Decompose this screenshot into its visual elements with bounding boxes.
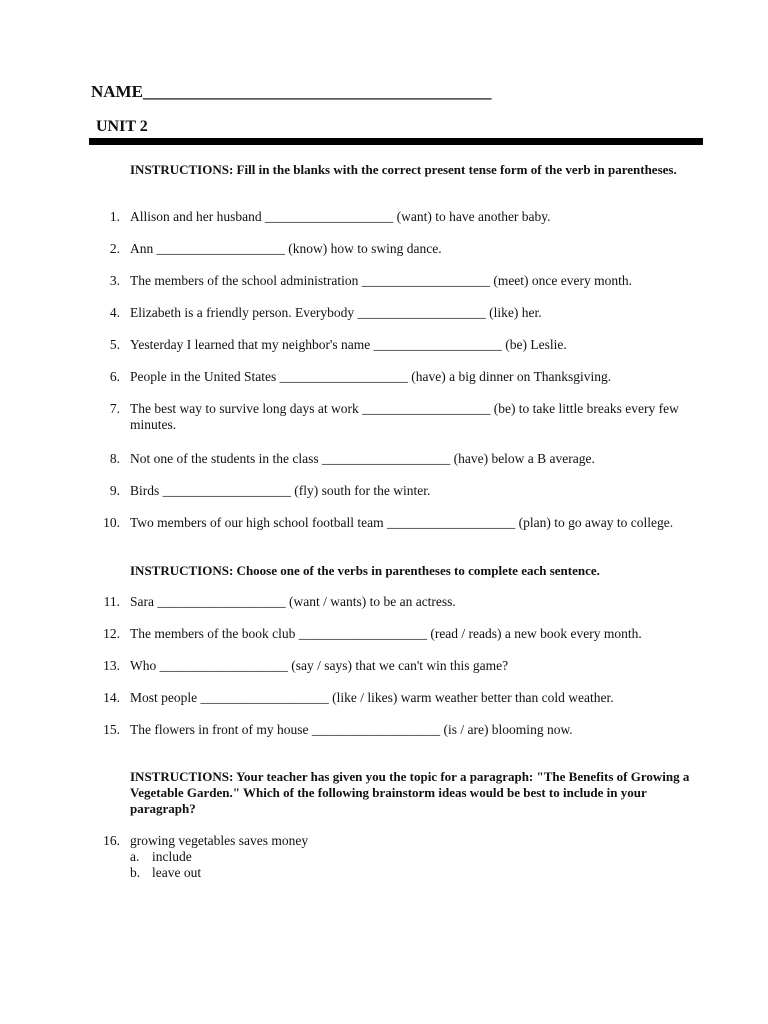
question-number: 10. — [103, 515, 120, 530]
question-text: Most people ___________________ (like / likes) warm weather better than cold weather. — [130, 690, 614, 705]
question-number: 14. — [103, 690, 120, 705]
question-number: 7. — [109, 401, 120, 416]
question-text: Yesterday I learned that my neighbor's name ___________________ (be) Leslie. — [130, 337, 567, 352]
question-number: 11. — [103, 594, 120, 609]
question-number: 15. — [103, 722, 120, 737]
question-text: Two members of our high school football team ___________________ (plan) to go away to college. — [130, 515, 674, 530]
option-text: include — [152, 849, 192, 864]
question-text: Allison and her husband ___________________ (want) to have another baby. — [130, 209, 551, 224]
question-number: 6. — [109, 369, 120, 384]
question-text: Who ___________________ (say / says) that we can't win this game? — [130, 658, 509, 673]
question-text: The members of the book club ___________________ (read / reads) a new book every month. — [130, 626, 642, 641]
question-number: 16. — [103, 833, 120, 848]
section1-instructions: INSTRUCTIONS: Fill in the blanks with the correct present tense form of the verb in parentheses. — [130, 162, 677, 177]
unit-title: UNIT 2 — [96, 118, 148, 135]
question-number: 5. — [109, 337, 120, 352]
question-number: 1. — [109, 209, 120, 224]
question-text: The flowers in front of my house ___________________ (is / are) blooming now. — [130, 722, 573, 737]
unit-divider — [89, 138, 703, 145]
question-number: 12. — [103, 626, 120, 641]
section2-instructions: INSTRUCTIONS: Choose one of the verbs in parentheses to complete each sentence. — [130, 563, 600, 578]
question-text: People in the United States ___________________ (have) a big dinner on Thanksgiving. — [130, 369, 612, 384]
question-number: 2. — [109, 241, 120, 256]
question-text: Birds ___________________ (fly) south for the winter. — [130, 483, 431, 498]
option-letter: b. — [130, 865, 141, 880]
option-text: leave out — [152, 865, 202, 880]
question-number: 3. — [109, 273, 120, 288]
answer-option-a — [130, 849, 192, 865]
option-letter: a. — [130, 849, 140, 864]
question-text: Not one of the students in the class ___________________ (have) below a B average. — [130, 451, 595, 466]
question-text: growing vegetables saves money — [130, 833, 309, 848]
question-text: The best way to survive long days at work ___________________ (be) to take little breaks every few minutes. — [130, 401, 679, 432]
question-text: The members of the school administration ___________________ (meet) once every month. — [130, 273, 633, 288]
question-text: Sara ___________________ (want / wants) to be an actress. — [130, 594, 456, 609]
question-number: 4. — [109, 305, 120, 320]
question-text: Ann ___________________ (know) how to swing dance. — [130, 241, 442, 256]
name-field-line: NAME_________________________________________ — [91, 82, 492, 101]
question-number: 13. — [103, 658, 120, 673]
question-text: Elizabeth is a friendly person. Everybody ___________________ (like) her. — [130, 305, 542, 320]
question-number: 9. — [109, 483, 120, 498]
answer-option-b — [130, 865, 201, 881]
section3-instructions: INSTRUCTIONS: Your teacher has given you the topic for a paragraph: "The Benefits of Growing a Vegetable Garden." Which of the following brainstorm ideas would be best to include in your paragraph? — [130, 769, 690, 816]
question-number: 8. — [109, 451, 120, 466]
